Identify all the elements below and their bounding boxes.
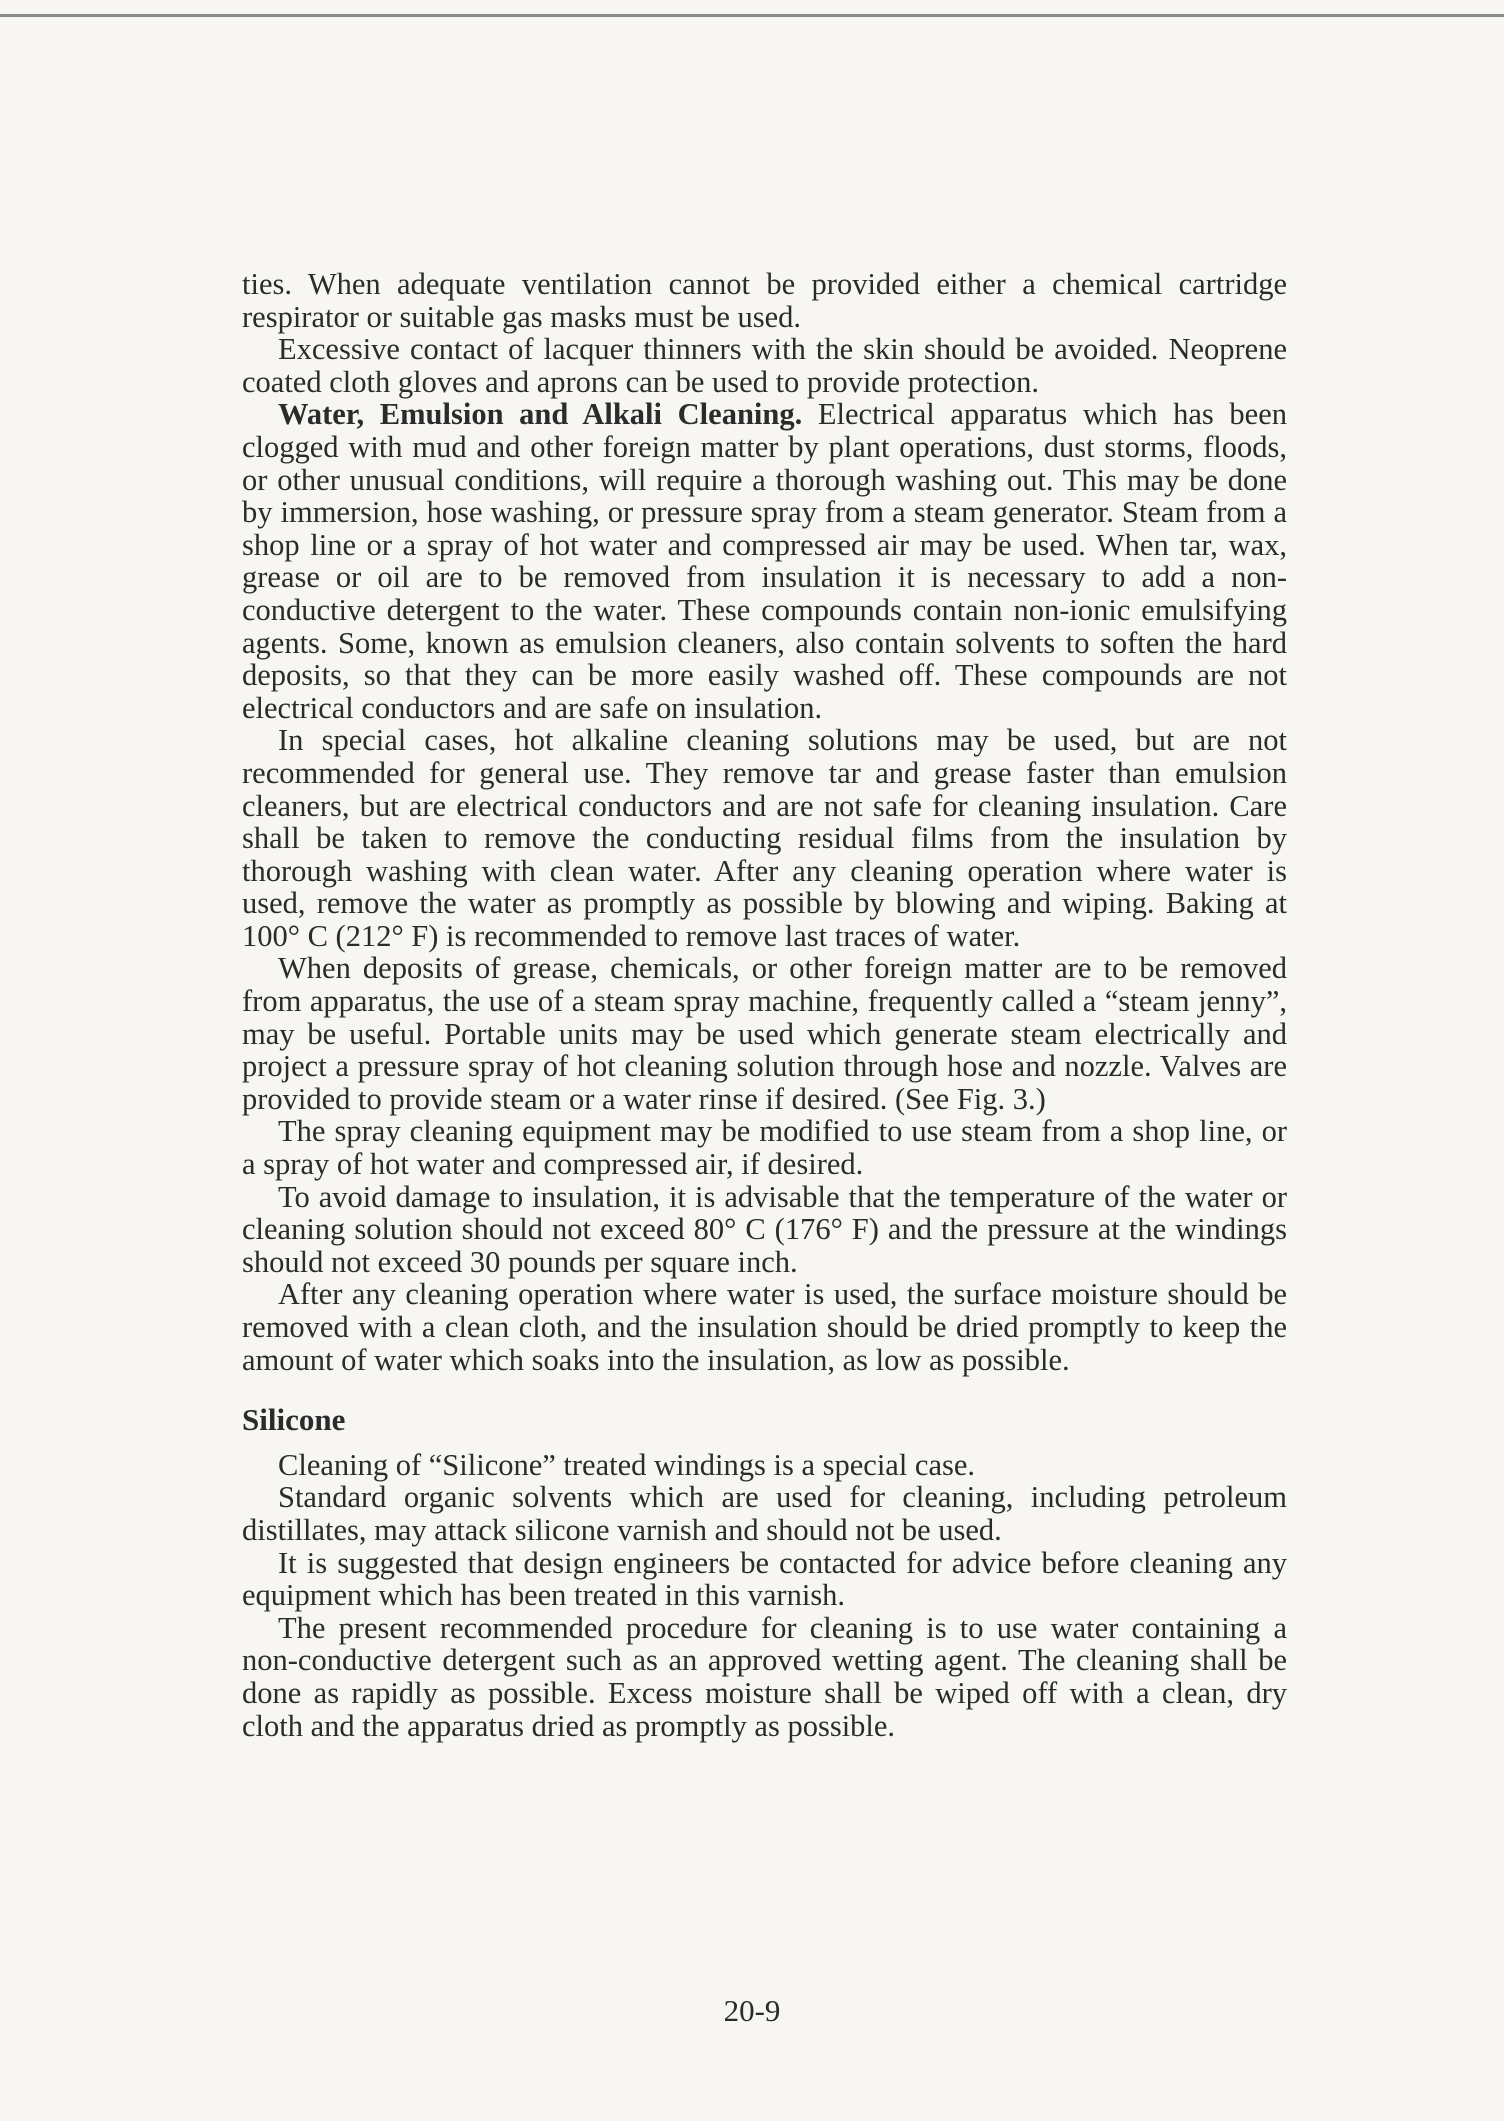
page-body xyxy=(242,268,1287,1742)
paragraph-steam-jenny: When deposits of grease, chemicals, or other foreign matter are to be removed from apparatus, the use of a steam spray machine, frequently called a “steam jenny”, may be useful. Portable units may be used which generate steam electrically and project a pressure spray of hot cleaning solution through hose and nozzle. Valves are provided to provide steam or a water rinse if desired. (See Fig. 3.) xyxy=(242,951,1287,1116)
paragraph-alkaline: In special cases, hot alkaline cleaning solutions may be used, but are not recommended for general use. They remove tar and grease faster than emulsion cleaners, but are electrical conductors and are not safe for cleaning insulation. Care shall be taken to remove the conducting residual films from the insulation by thorough washing with clean water. After any cleaning operation where water is used, remove the water as promptly as possible by blowing and wiping. Baking at 100° C (212° F) is recommended to remove last traces of water. xyxy=(242,723,1287,953)
paragraph-thinners: Excessive contact of lacquer thinners with the skin should be avoided. Neoprene coated cloth gloves and aprons can be used to provide protection. xyxy=(242,332,1287,399)
run-in-heading-water: Water, Emulsion and Alkali Cleaning. xyxy=(278,397,803,432)
paragraph-temperature: To avoid damage to insulation, it is advisable that the temperature of the water or cleaning solution should not exceed 80° C (176° F) and the pressure at the windings should not exceed 30 pounds per square inch. xyxy=(242,1179,1287,1279)
water-lead-text: Electrical apparatus which has been clogged with mud and other foreign matter by plant operations, dust storms, floods, or other unusual conditions, will require a thorough washing out. This may be done by immersion, hose washing, or pressure spray from a steam generator. Steam from a shop line or a spray of hot water and compressed air may be used. When tar, wax, grease or oil are to be removed from insulation it is necessary to add a non-conductive detergent to the water. These compounds contain non-ionic emulsifying agents. Some, known as emulsion cleaners, also contain solvents to soften the hard deposits, so that they can be more easily washed off. These compounds are not electrical conductors and are safe on insulation. xyxy=(242,397,1287,725)
section-heading-silicone: Silicone xyxy=(242,1402,346,1438)
paragraph-moisture: After any cleaning operation where water is used, the surface moisture should be removed with a clean cloth, and the insulation should be dried promptly to keep the amount of water which soaks into the insulation, as low as possible. xyxy=(242,1277,1287,1377)
paragraph-silicone-special: Cleaning of “Silicone” treated windings is a special case. xyxy=(278,1447,976,1482)
paragraph-design-engineers: It is suggested that design engineers be contacted for advice before cleaning any equipment which has been treated in this varnish. xyxy=(242,1545,1287,1613)
paragraph-water-cleaning xyxy=(242,398,1287,724)
top-rule xyxy=(0,14,1504,17)
paragraph-continued: ties. When adequate ventilation cannot be provided either a chemical cartridge respirator or suitable gas masks must be used. xyxy=(242,267,1287,334)
page-number: 20-9 xyxy=(723,1993,781,2028)
paragraph-recommended-procedure: The present recommended procedure for cleaning is to use water containing a non-conductive detergent such as an approved wetting agent. The cleaning shall be done as rapidly as possible. Excess moisture shall be wiped off with a clean, dry cloth and the apparatus dried as promptly as possible. xyxy=(242,1610,1287,1743)
paragraph-solvents: Standard organic solvents which are used for cleaning, including petroleum distillates, may attack silicone varnish and should not be used. xyxy=(242,1480,1287,1547)
paragraph-spray-equipment: The spray cleaning equipment may be modified to use steam from a shop line, or a spray of hot water and compressed air, if desired. xyxy=(242,1114,1287,1182)
